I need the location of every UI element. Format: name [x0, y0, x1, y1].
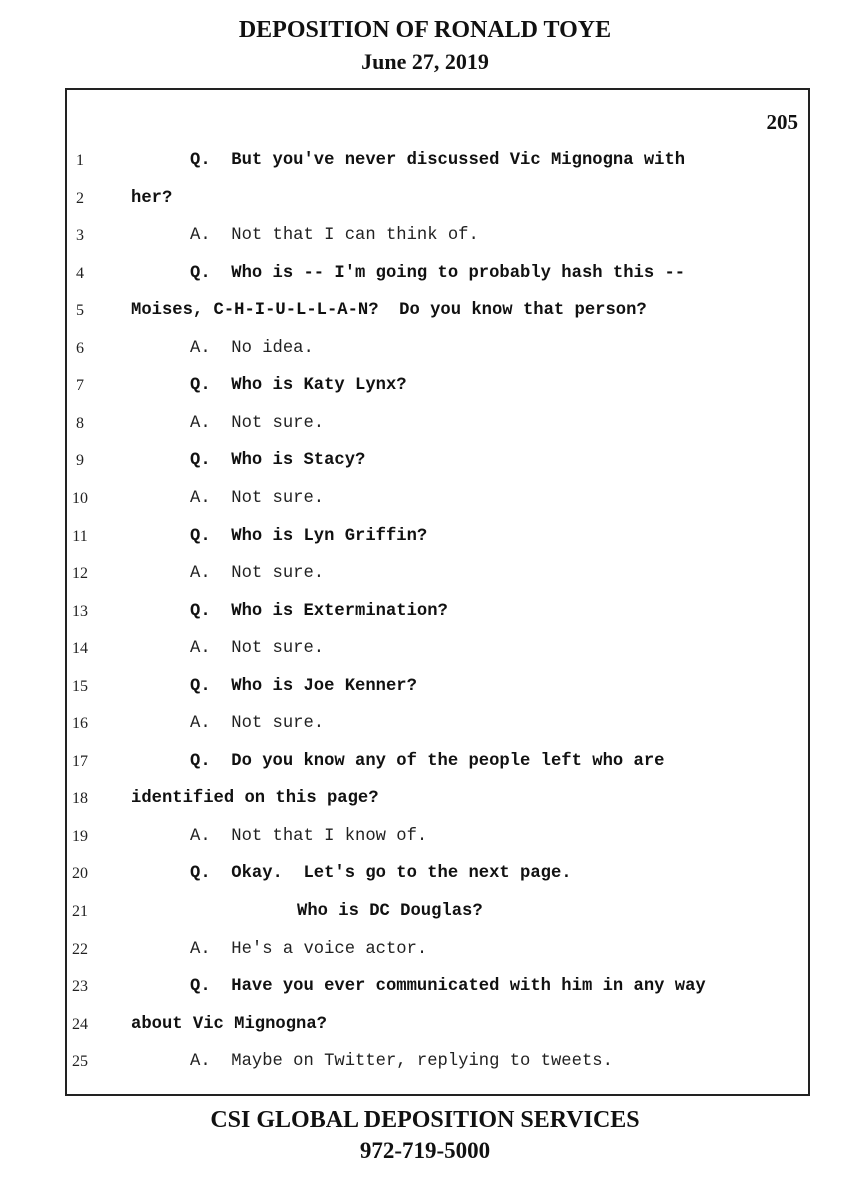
transcript-line	[0, 597, 850, 627]
transcript-line	[0, 1047, 850, 1077]
question-text: Q. Who is Stacy?	[190, 451, 366, 471]
question-text: Q. Who is Lyn Griffin?	[190, 526, 428, 546]
transcript-line	[0, 859, 850, 889]
line-number: 11	[72, 527, 88, 545]
transcript-line	[0, 259, 850, 289]
question-text: Q. Who is Katy Lynx?	[190, 376, 407, 396]
question-text: her?	[131, 188, 173, 208]
question-text: Q. Okay. Let's go to the next page.	[190, 864, 572, 884]
footer-company: CSI GLOBAL DEPOSITION SERVICES	[210, 1107, 640, 1133]
line-number: 20	[72, 865, 88, 883]
transcript-line	[0, 935, 850, 965]
line-number: 2	[76, 189, 84, 207]
line-number: 25	[72, 1053, 88, 1071]
answer-text: A. Not that I can think of.	[190, 226, 479, 246]
transcript-line	[0, 784, 850, 814]
transcript-line	[0, 1010, 850, 1040]
answer-text: A. Not sure.	[190, 564, 325, 584]
answer-text: A. Maybe on Twitter, replying to tweets.	[190, 1052, 613, 1072]
answer-text: A. Not sure.	[190, 639, 325, 659]
question-text: Q. Who is Extermination?	[190, 601, 448, 621]
question-text: Q. But you've never discussed Vic Mignogna with	[190, 151, 686, 170]
question-text: Q. Who is -- I'm going to probably hash this --	[190, 263, 686, 283]
transcript-line	[0, 221, 850, 251]
transcript-line	[0, 409, 850, 439]
line-number: 14	[72, 640, 88, 658]
answer-text: A. He's a voice actor.	[190, 939, 428, 959]
transcript-line	[0, 897, 850, 927]
transcript-line	[0, 522, 850, 552]
transcript-line	[0, 559, 850, 589]
question-text: Who is DC Douglas?	[297, 902, 483, 921]
line-number: 21	[72, 903, 88, 920]
line-number: 18	[72, 790, 88, 808]
line-number: 19	[72, 827, 88, 845]
deposition-date: June 27, 2019	[361, 49, 489, 74]
transcript-line	[0, 972, 850, 1002]
deposition-title: DEPOSITION OF RONALD TOYE	[238, 17, 612, 43]
question-text: identified on this page?	[131, 789, 379, 809]
question-text: about Vic Mignogna?	[131, 1014, 327, 1034]
question-text: Q. Who is Joe Kenner?	[190, 676, 417, 696]
line-number: 22	[72, 940, 88, 958]
transcript-line	[0, 822, 850, 852]
line-number: 6	[76, 339, 84, 357]
transcript-line	[0, 371, 850, 401]
line-number: 5	[76, 302, 84, 320]
transcript-line	[0, 334, 850, 364]
line-number: 4	[76, 264, 84, 282]
answer-text: A. Not sure.	[190, 488, 325, 508]
transcript-line	[0, 484, 850, 514]
line-number: 8	[76, 414, 84, 432]
transcript-line	[0, 184, 850, 214]
line-number: 16	[72, 715, 88, 733]
transcript-line	[0, 446, 850, 476]
transcript-line	[0, 672, 850, 702]
answer-text: A. Not that I know of.	[190, 826, 428, 846]
answer-text: A. Not sure.	[190, 413, 325, 433]
line-number: 23	[72, 978, 88, 996]
line-number: 7	[76, 377, 84, 395]
transcript-line	[0, 634, 850, 664]
line-number: 12	[72, 565, 88, 583]
question-text: Q. Have you ever communicated with him in any way	[190, 977, 706, 997]
line-number: 15	[72, 677, 88, 695]
line-number: 1	[76, 152, 84, 169]
line-number: 24	[72, 1015, 88, 1033]
answer-text: A. Not sure.	[190, 714, 325, 734]
transcript-line	[0, 709, 850, 739]
footer-phone: 972-719-5000	[359, 1138, 491, 1163]
transcript-line	[0, 747, 850, 777]
line-number: 13	[72, 602, 88, 620]
line-number: 17	[72, 752, 88, 770]
line-number: 10	[72, 489, 88, 507]
page-number: 205	[766, 110, 798, 134]
question-text: Q. Do you know any of the people left who are	[190, 751, 665, 771]
transcript-line	[0, 146, 850, 176]
transcript-line	[0, 296, 850, 326]
answer-text: A. No idea.	[190, 338, 314, 358]
line-number: 9	[76, 452, 84, 470]
line-number: 3	[76, 227, 84, 245]
question-text: Moises, C-H-I-U-L-L-A-N? Do you know that person?	[131, 301, 647, 321]
